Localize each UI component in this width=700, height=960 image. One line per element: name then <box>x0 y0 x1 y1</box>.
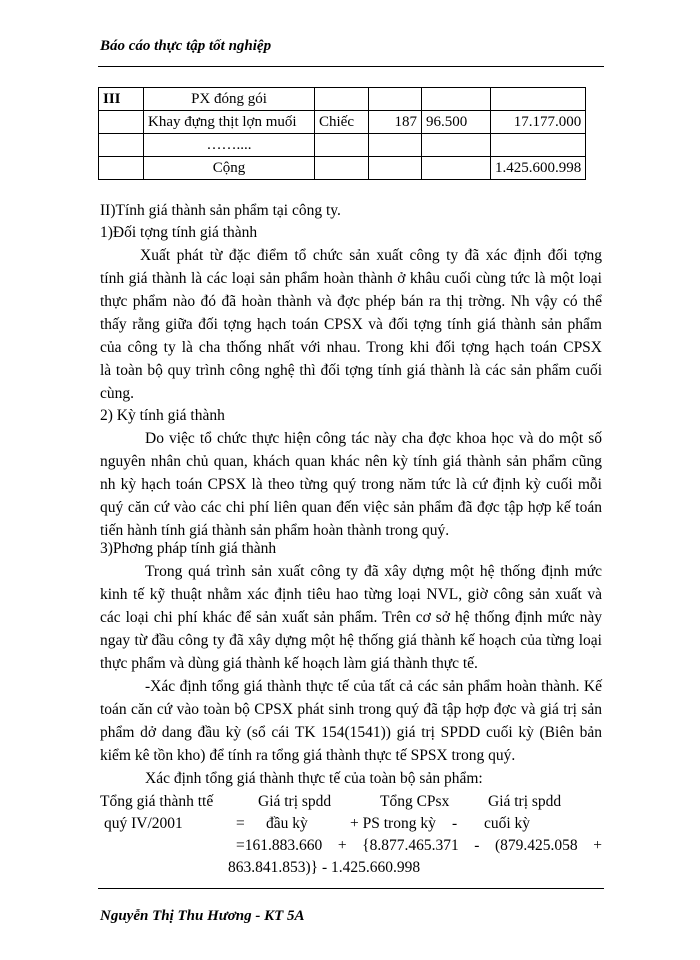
unit: Chiếc <box>315 111 369 134</box>
paragraph-line: thấy rằng giữa đối tợng hạch toán CPSX và đối tợng tính giá thành sản phẩm <box>100 316 602 333</box>
paragraph-line: phẩm dở dang đầu kỳ (sổ cái TK 154(1541)) giá trị SPDD cuối kỳ (Biên bản <box>100 724 602 741</box>
page-footer: Nguyễn Thị Thu Hương - KT 5A <box>100 908 305 924</box>
unit-price <box>422 157 491 180</box>
subsection-title: 1)Đối tợng tính giá thành <box>100 224 258 241</box>
total-label: Cộng <box>144 157 315 180</box>
formula-calc-line: =161.883.660 + {8.877.465.371 - (879.425.058 + <box>236 837 602 854</box>
section-title: II)Tính giá thành sản phẩm tại công ty. <box>100 202 341 219</box>
quantity: 187 <box>369 111 422 134</box>
formula-minus: - <box>452 815 458 832</box>
paragraph-line: -Xác định tổng giá thành thực tế của tất cả các sản phẩm hoàn thành. Kế <box>145 678 602 695</box>
formula-closing: cuối kỳ <box>484 815 531 832</box>
table-row <box>99 134 586 157</box>
paragraph-line: là toàn bộ quy trình công nghệ thì đối tợng tính giá thành là các sản phẩm cuối <box>100 362 602 379</box>
row-number <box>99 157 144 180</box>
footer-rule <box>98 888 604 889</box>
table-row <box>99 111 586 134</box>
formula-calc-line: 863.841.853)} - 1.425.660.998 <box>228 859 421 876</box>
page-header: Báo cáo thực tập tốt nghiệp <box>100 38 272 54</box>
unit-price <box>422 134 491 157</box>
header-rule <box>98 66 604 67</box>
paragraph-line: Xuất phát từ đặc điểm tổ chức sản xuất công ty đã xác định đối tợng <box>140 247 602 264</box>
paragraph-line: nguyên nhân chủ quan, khách quan khác nên kỳ tính giá thành sản phẩm cũng <box>100 453 602 470</box>
amount <box>491 88 586 111</box>
unit <box>315 157 369 180</box>
paragraph-line: cùng. <box>100 385 135 402</box>
subsection-title: 2) Kỳ tính giá thành <box>100 407 225 424</box>
formula-opening: đầu kỳ <box>266 815 308 832</box>
row-number <box>99 111 144 134</box>
formula-ps: + PS trong kỳ <box>350 815 436 832</box>
row-number: III <box>99 88 144 111</box>
paragraph-line: tính giá thành là các loại sản phẩm hoàn thành ở khâu cuối cùng tức là một loại <box>100 270 602 287</box>
quantity <box>369 157 422 180</box>
formula-period: quý IV/2001 <box>104 815 183 832</box>
paragraph-line: kinh tế kỹ thuật nhằm xác định tiêu hao từng loại NVL, giờ công sản xuất và <box>100 586 602 603</box>
paragraph-line: Do việc tổ chức thực hiện công tác này cha đợc khoa học và do một số <box>145 430 602 447</box>
total-amount: 1.425.600.998 <box>491 157 586 180</box>
row-number <box>99 134 144 157</box>
unit <box>315 134 369 157</box>
paragraph-line: toán căn cứ vào toàn bộ CPSX phát sinh trong quý đã tập hợp đợc và giá trị sản <box>100 701 602 718</box>
goods-table <box>98 87 586 180</box>
paragraph-line: các loại chi phí khác để sản xuất sản phẩm. Trên cơ sở hệ thống định mức này <box>100 609 602 626</box>
quantity <box>369 134 422 157</box>
quantity <box>369 88 422 111</box>
item-name: …….... <box>144 134 315 157</box>
paragraph-line: Trong quá trình sản xuất công ty đã xây dựng một hệ thống định mức <box>145 563 602 580</box>
formula-equals: = <box>236 815 245 832</box>
paragraph-line: thực phẩm và dùng giá thành kế hoạch làm giá thành thực tế. <box>100 655 478 672</box>
paragraph-line: Xác định tổng giá thành thực tế của toàn bộ sản phẩm: <box>145 770 483 787</box>
paragraph-line: quý căn cứ vào các chi phí liên quan đến việc sản phẩm đã đợc tập hợp kế toán <box>100 499 602 516</box>
subsection-title: 3)Phơng pháp tính giá thành <box>100 540 277 557</box>
formula-header-cost: Tổng CPsx <box>380 793 450 810</box>
item-name: PX đóng gói <box>144 88 315 111</box>
unit-price <box>422 88 491 111</box>
amount: 17.177.000 <box>491 111 586 134</box>
amount <box>491 134 586 157</box>
table-row <box>99 88 586 111</box>
formula-header-closing-wip: Giá trị spdd <box>488 793 562 810</box>
paragraph-line: ngay từ đầu công ty đã xây dựng một hệ thống giá thành kế hoạch của từng loại <box>100 632 602 649</box>
paragraph-line: thực phẩm nào đó đã hoàn thành và đợc phép bán ra thị trờng. Nh vậy có thể <box>100 293 602 310</box>
table-row-total <box>99 157 586 180</box>
item-name: Khay đựng thịt lợn muối <box>144 111 315 134</box>
paragraph-line: kiểm kê tồn kho) để tính ra tổng giá thành thực tế SPSX trong quý. <box>100 747 516 764</box>
unit <box>315 88 369 111</box>
paragraph-line: nh kỳ hạch toán CPSX là theo từng quý trong năm tức là cứ định kỳ cuối mỗi <box>100 476 602 493</box>
unit-price: 96.500 <box>422 111 491 134</box>
formula-header-opening-wip: Giá trị spdd <box>258 793 332 810</box>
paragraph-line: tiến hành tính giá thành sản phẩm hoàn thành trong quý. <box>100 522 450 539</box>
paragraph-line: của công ty là cha thống nhất với nhau. Trong khi đối tợng hạch toán CPSX <box>100 339 602 356</box>
formula-header-total: Tổng giá thành ttế <box>100 793 214 810</box>
